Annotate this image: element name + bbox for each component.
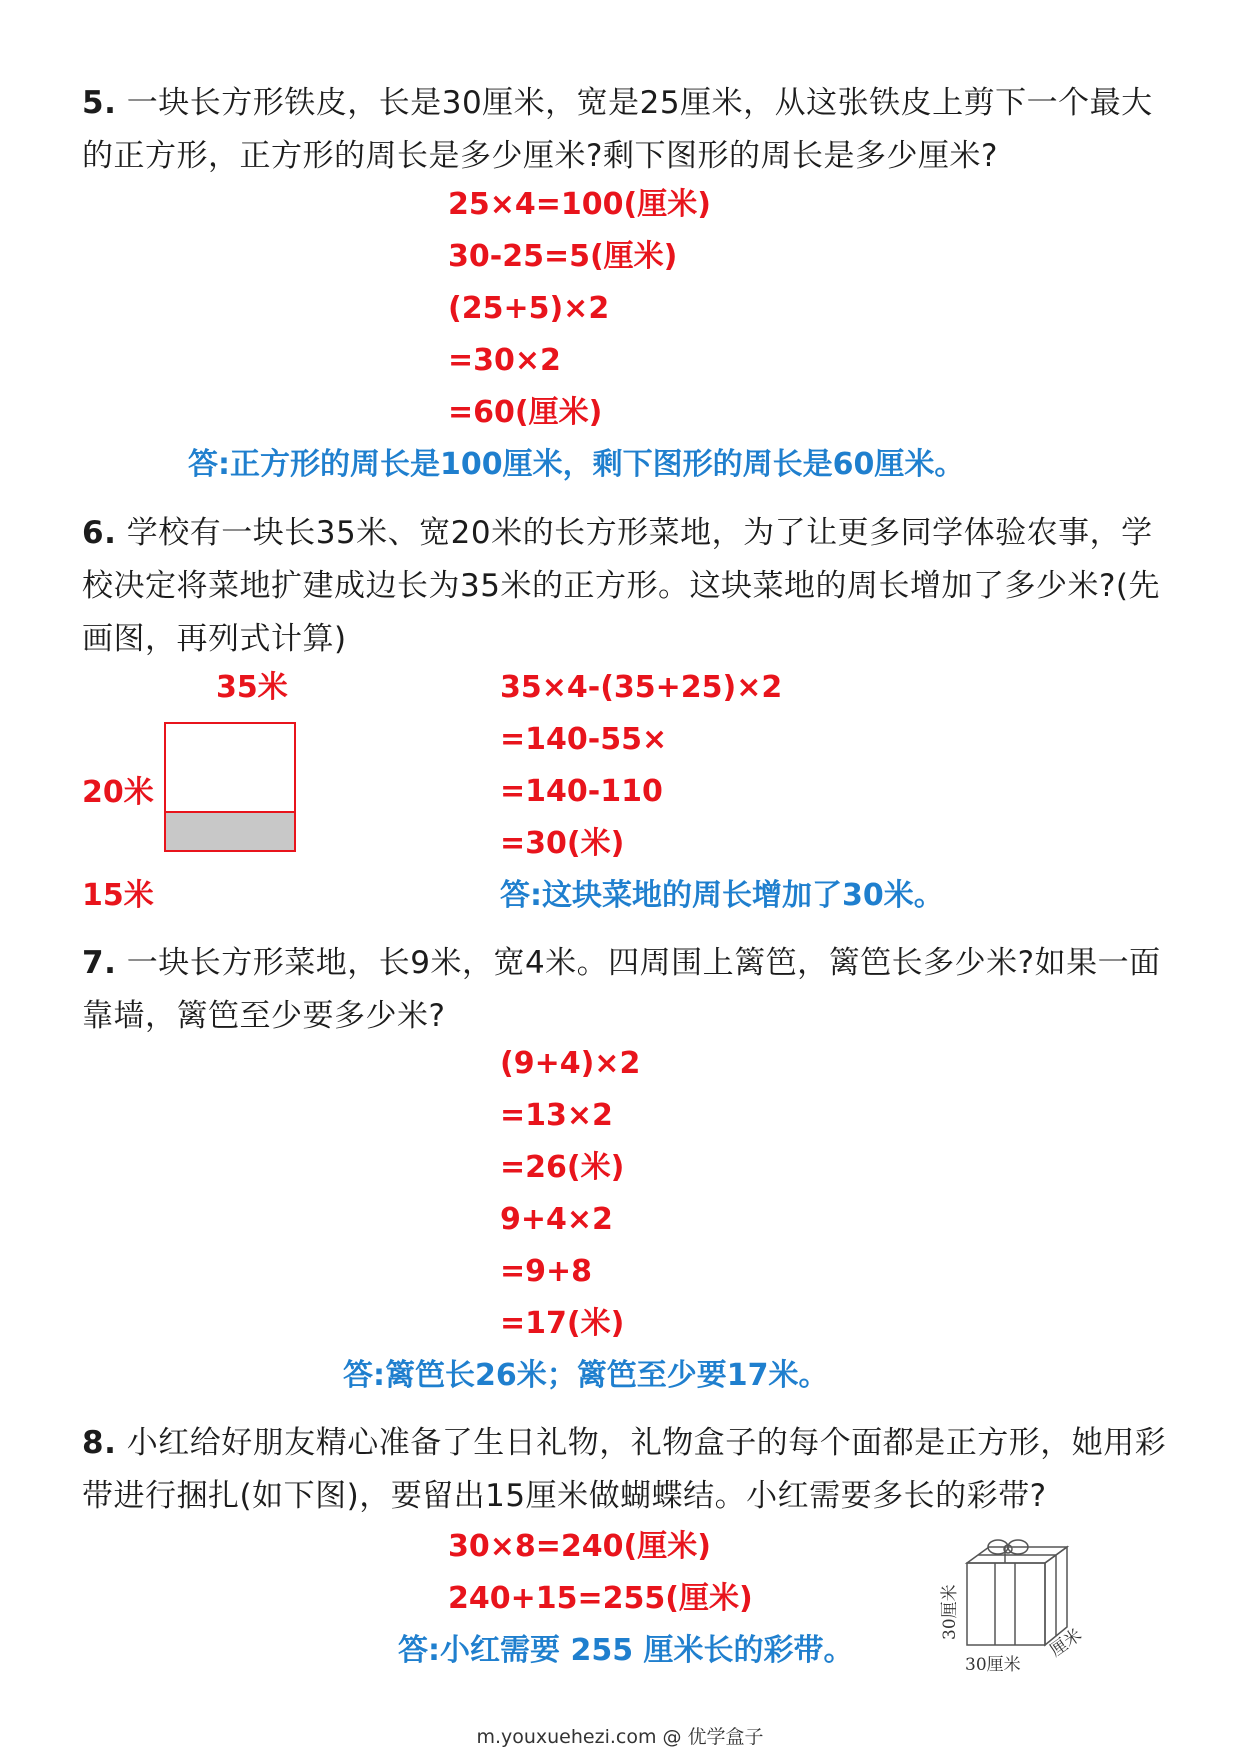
q7-step-5: =9+8	[500, 1254, 593, 1289]
gift-box-illustration	[925, 1535, 1115, 1685]
question-text: 小红给好朋友精心准备了生日礼物，礼物盒子的每个面都是正方形，她用彩带进行捆扎(如下图)，要留出15厘米做蝴蝶结。小红需要多长的彩带?	[82, 1425, 1167, 1514]
box-width-label: 30厘米	[965, 1655, 1021, 1675]
q7-step-4: 9+4×2	[500, 1202, 613, 1237]
original-plot	[166, 724, 294, 813]
footer-source: m.youxuehezi.com @ 优学盒子	[476, 1726, 764, 1748]
question-number: 8.	[82, 1425, 117, 1461]
question-7	[82, 937, 1172, 1043]
q5-step-1: 25×4=100(厘米)	[448, 187, 711, 222]
q5-step-3: (25+5)×2	[448, 291, 610, 326]
question-text: 学校有一块长35米、宽20米的长方形菜地，为了让更多同学体验农事，学校决定将菜地扩建成边长为35米的正方形。这块菜地的周长增加了多少米?(先画图，再列式计算)	[82, 515, 1160, 657]
q6-step-3: =140-110	[500, 774, 663, 809]
q5-answer: 答:正方形的周长是100厘米，剩下图形的周长是60厘米。	[188, 447, 965, 482]
q6-answer: 答:这块菜地的周长增加了30米。	[500, 878, 944, 913]
question-number: 5.	[82, 85, 117, 121]
q8-step-2: 240+15=255(厘米)	[448, 1581, 753, 1616]
question-8	[82, 1417, 1172, 1523]
expansion-area	[166, 813, 294, 850]
q7-step-3: =26(米)	[500, 1150, 625, 1185]
question-5	[82, 77, 1172, 183]
q7-step-2: =13×2	[500, 1098, 613, 1133]
q8-step-1: 30×8=240(厘米)	[448, 1529, 711, 1564]
q7-step-6: =17(米)	[500, 1306, 625, 1341]
garden-diagram	[164, 722, 296, 852]
diagram-left-label: 20米	[82, 775, 154, 810]
question-number: 7.	[82, 945, 117, 981]
q6-step-1: 35×4-(35+25)×2	[500, 670, 783, 705]
q5-step-4: =30×2	[448, 343, 561, 378]
q5-step-5: =60(厘米)	[448, 395, 603, 430]
diagram-bottom-label: 15米	[82, 878, 154, 913]
q8-answer: 答:小红需要 255 厘米长的彩带。	[398, 1633, 854, 1668]
diagram-top-label: 35米	[216, 670, 288, 705]
q7-step-1: (9+4)×2	[500, 1046, 641, 1081]
q6-step-4: =30(米)	[500, 826, 625, 861]
q5-step-2: 30-25=5(厘米)	[448, 239, 678, 274]
box-depth-label: 厘米	[1046, 1625, 1086, 1662]
box-height-label: 30厘米	[940, 1584, 960, 1640]
question-text: 一块长方形铁皮，长是30厘米，宽是25厘米，从这张铁皮上剪下一个最大的正方形，正方形的周长是多少厘米?剩下图形的周长是多少厘米?	[82, 85, 1153, 174]
q6-step-2: =140-55×	[500, 722, 668, 757]
q7-answer: 答:篱笆长26米；篱笆至少要17米。	[343, 1358, 829, 1393]
question-text: 一块长方形菜地，长9米，宽4米。四周围上篱笆，篱笆长多少米?如果一面靠墙，篱笆至少要多少米?	[82, 945, 1161, 1034]
question-6	[82, 507, 1172, 666]
question-number: 6.	[82, 515, 117, 551]
